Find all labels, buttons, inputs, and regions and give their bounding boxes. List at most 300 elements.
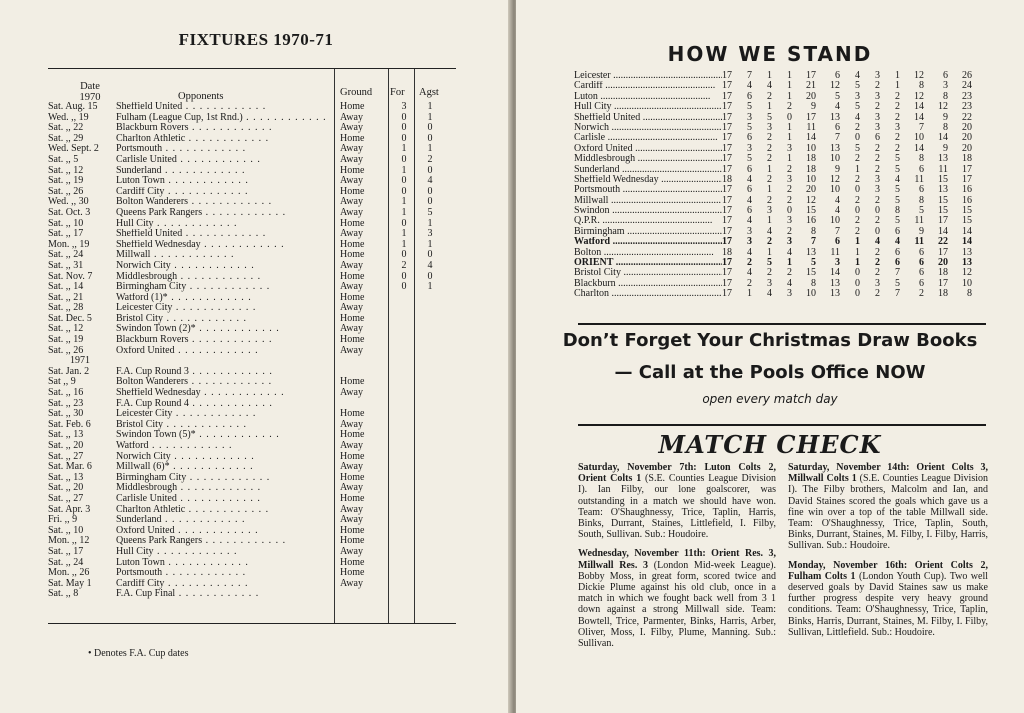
fixture-date: Sat ,, 9: [48, 376, 76, 388]
league-stat: 5: [895, 163, 900, 175]
league-stat: 2: [895, 142, 900, 154]
league-stat: 2: [787, 163, 792, 175]
fixture-ground: Home: [340, 524, 365, 536]
league-stat: 1: [855, 257, 860, 269]
league-stat: 6: [919, 163, 924, 175]
league-stat: 2: [767, 153, 772, 165]
league-team: ORIENT .....: [574, 258, 722, 268]
league-stat: 3: [747, 236, 752, 248]
league-stat: 18: [806, 153, 816, 165]
fixture-opponent: Luton Town . .: [116, 176, 326, 187]
fixture-for: 1: [401, 196, 407, 208]
fixture-ground: Home: [340, 567, 365, 579]
league-stat: 1: [787, 121, 792, 133]
fixture-against: 1: [427, 101, 433, 112]
fixture-row: [48, 293, 456, 304]
match-reports-left: [578, 462, 776, 657]
league-stat: 4: [895, 173, 900, 185]
league-stat: 17: [722, 90, 732, 102]
fixture-date: Sat. Apr. 3: [48, 503, 91, 515]
fixture-row: [48, 240, 456, 251]
league-stat: 13: [962, 246, 972, 258]
league-stat: 4: [747, 246, 752, 258]
league-stat: 2: [875, 215, 880, 227]
league-stat: 4: [875, 236, 880, 248]
fixture-opponent: Blackburn Rovers . .: [116, 335, 326, 346]
league-stat: 1: [787, 257, 792, 269]
league-row: [574, 185, 988, 195]
fixture-row: [48, 272, 456, 283]
league-stat: 4: [747, 173, 752, 185]
league-stat: 2: [767, 132, 772, 144]
league-stat: 6: [835, 236, 840, 248]
league-stat: 18: [722, 173, 732, 185]
league-stat: 13: [938, 153, 948, 165]
fixture-row: [48, 377, 456, 388]
league-stat: 4: [855, 111, 860, 123]
fixture-against: 0: [427, 164, 433, 176]
fixture-for: 0: [401, 111, 407, 123]
league-stat: 2: [787, 194, 792, 206]
fixture-for: 0: [401, 185, 407, 197]
league-stat: 17: [806, 111, 816, 123]
league-stat: 8: [811, 277, 816, 289]
fixture-ground: Home: [340, 312, 365, 324]
league-stat: 17: [722, 132, 732, 144]
league-stat: 2: [855, 225, 860, 237]
fixture-row: [48, 113, 456, 124]
league-stat: 6: [747, 132, 752, 144]
league-stat: 16: [806, 215, 816, 227]
fixture-ground: Away: [340, 577, 363, 589]
league-stat: 8: [919, 153, 924, 165]
fixture-row: [48, 314, 456, 325]
league-stat: 1: [747, 288, 752, 300]
league-stat: 8: [919, 80, 924, 92]
league-stat: 3: [875, 70, 880, 81]
league-stat: 17: [722, 142, 732, 154]
league-stat: 12: [914, 90, 924, 102]
fixtures-1970: [48, 102, 456, 356]
league-stat: 5: [895, 153, 900, 165]
fixture-date: Sat. ,, 12: [48, 323, 84, 335]
fixtures-header: [48, 69, 456, 102]
fixture-against: 5: [427, 206, 433, 218]
year-1971: 1971: [70, 355, 90, 367]
league-stat: 20: [962, 121, 972, 133]
header-ground: Ground: [340, 87, 373, 98]
league-stat: 18: [962, 153, 972, 165]
league-stat: 17: [722, 70, 732, 81]
fixture-ground: Home: [340, 450, 365, 462]
league-stat: 6: [895, 257, 900, 269]
league-stat: 4: [767, 225, 772, 237]
fixture-row: [48, 526, 456, 537]
fixture-opponent: Millwall (6)* . .: [116, 462, 326, 473]
league-stat: 18: [938, 288, 948, 300]
league-stat: 14: [806, 132, 816, 144]
league-stat: 17: [722, 184, 732, 196]
league-stat: 17: [938, 277, 948, 289]
fixture-for: 1: [401, 143, 407, 155]
fixture-opponent: Blackburn Rovers . .: [116, 123, 326, 134]
league-stat: 17: [722, 80, 732, 92]
fixture-opponent: Carlisle United . .: [116, 494, 326, 505]
league-stat: 11: [806, 121, 816, 133]
league-stat: 2: [875, 80, 880, 92]
league-stat: 17: [722, 101, 732, 113]
league-row: [574, 268, 988, 278]
standings-page: [516, 0, 1024, 713]
fixture-opponent: Birmingham City . .: [116, 282, 326, 293]
league-stat: 12: [914, 70, 924, 81]
fixture-row: [48, 346, 456, 357]
fixture-for: 1: [401, 228, 407, 240]
fixture-row: [48, 123, 456, 134]
league-stat: 0: [875, 205, 880, 217]
fixture-row: [48, 367, 456, 378]
league-stat: 17: [722, 205, 732, 217]
league-stat: 7: [747, 70, 752, 81]
league-stat: 23: [962, 101, 972, 113]
league-stat: 3: [747, 111, 752, 123]
league-stat: 9: [811, 101, 816, 113]
league-team: Blackburn .....: [574, 279, 722, 289]
league-stat: 4: [767, 80, 772, 92]
fixture-date: Mon. ,, 19: [48, 238, 90, 250]
fixture-date: Sat. ,, 27: [48, 492, 84, 504]
fixture-date: Sat. ,, 22: [48, 122, 84, 134]
fixture-ground: Away: [340, 111, 363, 123]
league-stat: 5: [835, 90, 840, 102]
fixture-ground: Away: [340, 281, 363, 293]
fixture-against: 1: [427, 238, 433, 250]
fixture-date: Sat. ,, 24: [48, 249, 84, 261]
league-stat: 1: [787, 80, 792, 92]
fixture-against: 2: [427, 153, 433, 165]
fixture-date: Sat. ,, 14: [48, 281, 84, 293]
fixture-opponent: Charlton Athletic . .: [116, 134, 326, 145]
fixture-row: [48, 324, 456, 335]
fixture-opponent: Queens Park Rangers . .: [116, 536, 326, 547]
league-stat: 8: [943, 121, 948, 133]
fixture-ground: Home: [340, 185, 365, 197]
league-stat: 6: [919, 267, 924, 279]
league-stat: 12: [938, 101, 948, 113]
fixture-opponent: Queens Park Rangers . .: [116, 208, 326, 219]
fixture-opponent: Leicester City . .: [116, 303, 326, 314]
league-stat: 3: [875, 111, 880, 123]
league-stat: 17: [722, 288, 732, 300]
league-row: [574, 154, 988, 164]
fixture-opponent: Portsmouth . .: [116, 144, 326, 155]
fixture-for: 0: [401, 270, 407, 282]
fixture-date: Sat. Oct. 3: [48, 206, 91, 218]
how-we-stand-title: HOW WE STAND: [667, 42, 873, 66]
league-stat: 1: [767, 246, 772, 258]
league-stat: 2: [875, 288, 880, 300]
fixture-row: [48, 547, 456, 558]
fixture-opponent: Bristol City . .: [116, 420, 326, 431]
league-stat: 23: [962, 90, 972, 102]
league-stat: 13: [830, 277, 840, 289]
league-stat: 2: [895, 101, 900, 113]
fixture-ground: Away: [340, 206, 363, 218]
league-stat: 2: [767, 194, 772, 206]
league-stat: 3: [895, 121, 900, 133]
fixture-date: Sat. ,, 19: [48, 334, 84, 346]
league-team: Portsmouth .....: [574, 185, 722, 195]
fixture-date: Sat. ,, 24: [48, 556, 84, 568]
fixture-opponent: Carlisle United . .: [116, 155, 326, 166]
league-stat: 5: [767, 257, 772, 269]
league-team: Sheffield United .....: [574, 113, 722, 123]
fixture-against: 1: [427, 281, 433, 293]
fixture-against: 0: [427, 249, 433, 261]
league-stat: 14: [962, 225, 972, 237]
fixture-row: [48, 229, 456, 240]
fixture-row: [48, 420, 456, 431]
league-team: Millwall .....: [574, 196, 722, 206]
fixture-row: [48, 176, 456, 187]
league-stat: 18: [722, 246, 732, 258]
league-stat: 0: [875, 225, 880, 237]
fixture-opponent: Norwich City . .: [116, 452, 326, 463]
league-team: Watford .....: [574, 237, 722, 247]
fixture-ground: Home: [340, 164, 365, 176]
league-stat: 17: [722, 215, 732, 227]
fixture-date: Fri. ,, 9: [48, 514, 78, 526]
league-stat: 15: [938, 205, 948, 217]
fixture-row: [48, 155, 456, 166]
fixture-opponent: Fulham (League Cup, 1st Rnd.) . .: [116, 113, 326, 124]
fixture-ground: Home: [340, 376, 365, 388]
fixture-row: [48, 568, 456, 579]
league-stat: 5: [895, 215, 900, 227]
fixture-opponent: Cardiff City . .: [116, 187, 326, 198]
league-row: [574, 133, 988, 143]
league-stat: 14: [914, 101, 924, 113]
league-stat: 24: [962, 80, 972, 92]
league-stat: 6: [747, 163, 752, 175]
fixture-date: Wed. Sept. 2: [48, 143, 99, 155]
league-stat: 0: [855, 277, 860, 289]
fixture-ground: Away: [340, 323, 363, 335]
league-stat: 3: [787, 288, 792, 300]
league-stat: 15: [938, 173, 948, 185]
fixture-against: 0: [427, 270, 433, 282]
league-stat: 9: [943, 111, 948, 123]
league-stat: 0: [855, 132, 860, 144]
fixture-against: 3: [427, 228, 433, 240]
league-stat: 17: [722, 257, 732, 269]
fixture-date: Sat. ,, 13: [48, 471, 84, 483]
fixture-for: 0: [401, 281, 407, 293]
league-team: Sunderland .....: [574, 165, 722, 175]
fixture-row: [48, 250, 456, 261]
fixture-date: Sat. ,, 17: [48, 228, 84, 240]
fixture-opponent: Sheffield Wednesday . .: [116, 240, 326, 251]
league-stat: 11: [914, 173, 924, 185]
fixture-date: Sat. Aug. 15: [48, 101, 98, 112]
fixture-opponent: F.A. Cup Round 4 . .: [116, 399, 326, 410]
header-agst: Agst: [419, 87, 439, 98]
league-stat: 7: [835, 132, 840, 144]
fixture-opponent: Bolton Wanderers . .: [116, 377, 326, 388]
fixture-row: [48, 441, 456, 452]
fixture-date: Sat. ,, 23: [48, 397, 84, 409]
league-stat: 3: [875, 121, 880, 133]
league-stat: 6: [747, 90, 752, 102]
league-stat: 4: [747, 194, 752, 206]
league-stat: 8: [967, 288, 972, 300]
fixture-row: [48, 399, 456, 410]
league-stat: 3: [747, 225, 752, 237]
league-stat: 12: [806, 194, 816, 206]
league-stat: 3: [787, 215, 792, 227]
fixture-opponent: Sheffield Wednesday . .: [116, 388, 326, 399]
league-stat: 3: [875, 173, 880, 185]
header-opponents: Opponents: [178, 91, 224, 102]
match-check-title: MATCH CHECK: [658, 430, 882, 459]
fixture-date: Sat. ,, 26: [48, 344, 84, 356]
match-report: Wednesday, November 11th: Orient Res. 3, Millwall Res. 3 (London Mid-week League). Bobby Moss, in great form, scored twice and Dickie Plume against his old club, once in a match in which we fought back well from 3 1 down against a strong Millwall side. Team: Bowtell, Trice, Parmenter, Binks, Harris, Arber, Oliver, Moss, I. Filby, Plume, Manning. Sub.: Sullivan.: [578, 548, 776, 650]
league-stat: 2: [747, 277, 752, 289]
fixture-ground: Home: [340, 291, 365, 303]
fixture-date: Sat. ,, 20: [48, 482, 84, 494]
league-stat: 4: [747, 267, 752, 279]
league-stat: 13: [962, 257, 972, 269]
fixture-row: [48, 187, 456, 198]
league-stat: 4: [767, 288, 772, 300]
league-stat: 17: [722, 153, 732, 165]
league-team: Oxford United .....: [574, 144, 722, 154]
league-team: Swindon .....: [574, 206, 722, 216]
fixture-ground: Away: [340, 418, 363, 430]
fixture-ground: Home: [340, 132, 365, 144]
league-stat: 3: [767, 121, 772, 133]
fixture-for: 0: [401, 175, 407, 187]
fixture-ground: Away: [340, 122, 363, 134]
fixture-for: 0: [401, 249, 407, 261]
league-stat: 20: [962, 142, 972, 154]
fixture-against: 1: [427, 111, 433, 123]
fixture-ground: Away: [340, 259, 363, 271]
league-stat: 17: [722, 111, 732, 123]
league-row: [574, 289, 988, 299]
league-stat: 12: [830, 80, 840, 92]
fixture-date: Wed. ,, 19: [48, 111, 89, 123]
fixture-row: [48, 515, 456, 526]
league-stat: 5: [811, 257, 816, 269]
league-stat: 2: [855, 121, 860, 133]
league-stat: 20: [806, 90, 816, 102]
league-stat: 10: [806, 173, 816, 185]
fixture-against: 1: [427, 217, 433, 229]
league-stat: 6: [835, 121, 840, 133]
league-stat: 21: [806, 80, 816, 92]
league-stat: 15: [806, 267, 816, 279]
fixture-opponent: Millwall . .: [116, 250, 326, 261]
league-stat: 2: [875, 257, 880, 269]
league-stat: 7: [835, 225, 840, 237]
divider-rule: [578, 323, 986, 325]
league-stat: 3: [855, 90, 860, 102]
fixture-ground: Away: [340, 196, 363, 208]
league-stat: 13: [830, 142, 840, 154]
fixture-for: 1: [401, 164, 407, 176]
league-stat: 2: [767, 142, 772, 154]
league-stat: 2: [875, 267, 880, 279]
fixture-row: [48, 388, 456, 399]
league-stat: 5: [767, 111, 772, 123]
league-stat: 2: [875, 163, 880, 175]
league-table: [574, 71, 988, 300]
fixture-opponent: Swindon Town (5)* . .: [116, 430, 326, 441]
league-stat: 2: [875, 246, 880, 258]
fixture-date: Sat. ,, 10: [48, 217, 84, 229]
fixture-date: Sat. ,, 5: [48, 153, 79, 165]
fixture-ground: Home: [340, 238, 365, 250]
league-stat: 1: [895, 80, 900, 92]
league-stat: 6: [919, 246, 924, 258]
league-team: Cardiff .....: [574, 81, 722, 91]
league-stat: 6: [747, 205, 752, 217]
league-stat: 5: [855, 142, 860, 154]
fixture-ground: Away: [340, 228, 363, 240]
fixture-opponent: Sunderland . .: [116, 515, 326, 526]
league-stat: 3: [835, 257, 840, 269]
league-stat: 14: [830, 267, 840, 279]
league-stat: 17: [962, 163, 972, 175]
fixture-date: Sat. May 1: [48, 577, 92, 589]
league-stat: 3: [767, 277, 772, 289]
league-stat: 13: [938, 184, 948, 196]
fixture-ground: Home: [340, 101, 365, 112]
fixture-date: Sat. ,, 31: [48, 259, 84, 271]
league-stat: 11: [914, 215, 924, 227]
fixture-row: [48, 589, 456, 600]
league-stat: 8: [943, 90, 948, 102]
league-stat: 0: [787, 111, 792, 123]
fixture-row: [48, 197, 456, 208]
fixture-opponent: Swindon Town (2)* . .: [116, 324, 326, 335]
header-for: For: [390, 87, 405, 98]
fixture-ground: Away: [340, 175, 363, 187]
league-row: [574, 279, 988, 289]
fixture-row: [48, 494, 456, 505]
league-stat: 15: [962, 215, 972, 227]
fixture-row: [48, 462, 456, 473]
fixture-ground: Home: [340, 217, 365, 229]
fixture-row: [48, 102, 456, 113]
cup-dates-note: • Denotes F.A. Cup dates: [88, 648, 189, 659]
league-stat: 6: [919, 277, 924, 289]
fixtures-title: FIXTURES 1970-71: [178, 30, 334, 49]
fixture-date: Sat. ,, 10: [48, 524, 84, 536]
league-stat: 5: [747, 153, 752, 165]
fixture-date: Sat. ,, 16: [48, 387, 84, 399]
fixture-ground: Home: [340, 270, 365, 282]
league-stat: 15: [962, 205, 972, 217]
fixture-date: Sat. ,, 12: [48, 164, 84, 176]
league-stat: 14: [938, 132, 948, 144]
fixture-date: Sat. ,, 17: [48, 545, 84, 557]
fixture-date: Sat. ,, 21: [48, 291, 84, 303]
league-stat: 3: [767, 205, 772, 217]
league-row: [574, 248, 988, 258]
league-stat: 6: [747, 184, 752, 196]
